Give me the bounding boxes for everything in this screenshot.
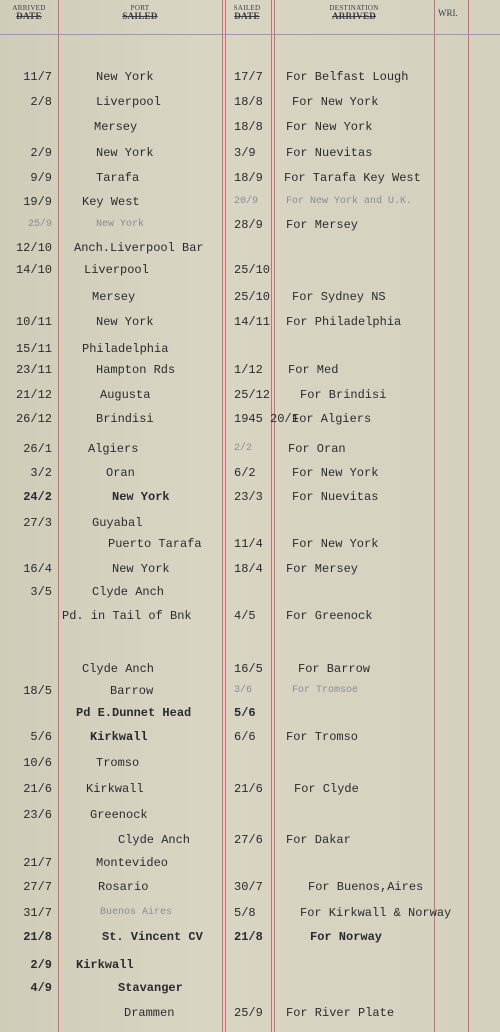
- arrived-date-cell: 23/11: [15, 363, 52, 377]
- destination-cell: For Nuevitas: [292, 490, 379, 504]
- ledger-row: [0, 662, 500, 684]
- port-cell: Hampton Rds: [96, 363, 176, 377]
- arrived-date-cell: 16/4: [23, 562, 52, 576]
- port-cell: Kirkwall: [76, 958, 134, 972]
- port-cell: Kirkwall: [86, 782, 144, 796]
- port-cell: New York: [96, 70, 154, 84]
- arrived-date-cell: 10/6: [23, 756, 52, 770]
- port-cell: Drammen: [124, 1006, 175, 1020]
- ledger-row: [0, 856, 500, 878]
- arrived-date-cell: 11/7: [23, 70, 52, 84]
- port-cell: Clyde Anch: [92, 585, 165, 599]
- port-cell: Pd E.Dunnet Head: [76, 706, 192, 720]
- destination-cell: For River Plate: [286, 1006, 395, 1020]
- destination-cell: For Nuevitas: [286, 146, 373, 160]
- port-cell: St. Vincent CV: [102, 930, 203, 944]
- arrived-date-cell: 21/6: [23, 782, 52, 796]
- ledger-row: [0, 120, 500, 142]
- port-cell: New York: [96, 315, 154, 329]
- arrived-date-cell: 2/8: [30, 95, 52, 109]
- destination-cell: For Kirkwall & Norway: [300, 906, 452, 920]
- sailed-date-cell: 28/9: [234, 218, 263, 232]
- sailed-date-cell: 1945 20/1: [234, 412, 299, 426]
- arrived-date-cell: 24/2: [23, 490, 52, 504]
- ledger-row: [0, 730, 500, 752]
- arrived-date-cell: 27/3: [23, 516, 52, 530]
- arrived-date-cell: 3/2: [30, 466, 52, 480]
- header-port-label: PORT: [130, 4, 150, 12]
- ledger-row: [0, 490, 500, 512]
- destination-cell: For Med: [288, 363, 339, 377]
- ledger-row: [0, 171, 500, 193]
- sailed-date-cell: 21/6: [234, 782, 263, 796]
- port-cell: Brindisi: [96, 412, 154, 426]
- port-cell: Puerto Tarafa: [108, 537, 202, 551]
- sailed-date-cell: 6/6: [234, 730, 256, 744]
- ledger-row: [0, 930, 500, 952]
- destination-cell: For New York and U.K.: [286, 196, 413, 207]
- ledger-row: [0, 218, 500, 240]
- ledger-row: [0, 263, 500, 285]
- arrived-date-cell: 21/7: [23, 856, 52, 870]
- arrived-date-cell: 19/9: [23, 195, 52, 209]
- ledger-row: [0, 808, 500, 830]
- header-sailed-sub: DATE: [234, 11, 260, 21]
- arrived-date-cell: 21/12: [15, 388, 52, 402]
- ledger-row: [0, 516, 500, 538]
- header-divider: [0, 34, 500, 35]
- port-cell: Kirkwall: [90, 730, 148, 744]
- arrived-date-cell: 31/7: [23, 906, 52, 920]
- port-cell: New York: [96, 146, 154, 160]
- sailed-date-cell: 20/9: [234, 196, 259, 207]
- sailed-date-cell: 18/9: [234, 171, 263, 185]
- arrived-date-cell: 14/10: [15, 263, 52, 277]
- sailed-date-cell: 5/6: [234, 706, 256, 720]
- sailed-date-cell: 5/8: [234, 906, 256, 920]
- destination-cell: For Sydney NS: [292, 290, 386, 304]
- sailed-date-cell: 18/4: [234, 562, 263, 576]
- sailed-date-cell: 23/3: [234, 490, 263, 504]
- sailed-date-cell: 11/4: [234, 537, 263, 551]
- port-cell: Liverpool: [84, 263, 149, 277]
- ledger-row: [0, 195, 500, 217]
- port-cell: New York: [112, 490, 170, 504]
- port-cell: New York: [112, 562, 170, 576]
- arrived-date-cell: 27/7: [23, 880, 52, 894]
- destination-cell: For Tarafa Key West: [284, 171, 421, 185]
- sailed-date-cell: 25/9: [234, 1006, 263, 1020]
- ledger-row: [0, 782, 500, 804]
- ledger-row: [0, 241, 500, 263]
- port-cell: Stavanger: [118, 981, 183, 995]
- arrived-date-cell: 9/9: [30, 171, 52, 185]
- destination-cell: For Brindisi: [300, 388, 387, 402]
- ledger-row: [0, 609, 500, 631]
- sailed-date-cell: 1/12: [234, 363, 263, 377]
- ledger-row: [0, 585, 500, 607]
- ledger-row: [0, 958, 500, 980]
- sailed-date-cell: 6/2: [234, 466, 256, 480]
- sailed-date-cell: 16/5: [234, 662, 263, 676]
- port-cell: Guyabal: [92, 516, 143, 530]
- ledger-row: [0, 70, 500, 92]
- sailed-date-cell: 25/12: [234, 388, 271, 402]
- port-cell: New York: [96, 219, 145, 230]
- port-cell: Greenock: [90, 808, 148, 822]
- arrived-date-cell: 2/9: [30, 146, 52, 160]
- port-cell: Buenos Aires: [100, 907, 173, 918]
- ledger-row: [0, 906, 500, 928]
- ledger-row: [0, 562, 500, 584]
- destination-cell: For New York: [292, 537, 379, 551]
- header-sailed: [224, 4, 270, 20]
- sailed-date-cell: 25/10: [234, 263, 271, 277]
- port-cell: Clyde Anch: [118, 833, 191, 847]
- header-port: [60, 4, 220, 20]
- port-cell: Anch.Liverpool Bar: [74, 241, 204, 255]
- header-destination: [275, 4, 433, 20]
- header-destination-sub: ARRIVED: [331, 11, 377, 21]
- arrived-date-cell: 4/9: [30, 981, 52, 995]
- port-cell: Key West: [82, 195, 140, 209]
- destination-cell: For Algiers: [292, 412, 372, 426]
- arrived-date-cell: 10/11: [15, 315, 52, 329]
- port-cell: Tarafa: [96, 171, 140, 185]
- ledger-row: [0, 412, 500, 434]
- ledger-row: [0, 442, 500, 464]
- port-cell: Barrow: [110, 684, 154, 698]
- port-cell: Mersey: [92, 290, 136, 304]
- ledger-row: [0, 684, 500, 706]
- ledger-row: [0, 342, 500, 364]
- destination-cell: For Philadelphia: [286, 315, 402, 329]
- arrived-date-cell: 23/6: [23, 808, 52, 822]
- sailed-date-cell: 14/11: [234, 315, 271, 329]
- ledger-row: [0, 388, 500, 410]
- destination-cell: For Mersey: [286, 562, 359, 576]
- port-cell: Algiers: [88, 442, 139, 456]
- port-cell: Pd. in Tail of Bnk: [62, 609, 192, 623]
- sailed-date-cell: 4/5: [234, 609, 256, 623]
- ledger-row: [0, 95, 500, 117]
- ledger-row: [0, 706, 500, 728]
- destination-cell: For Greenock: [286, 609, 373, 623]
- destination-cell: For Clyde: [294, 782, 359, 796]
- arrived-date-cell: 12/10: [15, 241, 52, 255]
- destination-cell: For New York: [292, 466, 379, 480]
- sailed-date-cell: 17/7: [234, 70, 263, 84]
- destination-cell: For New York: [286, 120, 373, 134]
- destination-cell: For New York: [292, 95, 379, 109]
- arrived-date-cell: 18/5: [23, 684, 52, 698]
- arrived-date-cell: 2/9: [30, 958, 52, 972]
- destination-cell: For Mersey: [286, 218, 359, 232]
- ledger-row: [0, 290, 500, 312]
- sailed-date-cell: 3/9: [234, 146, 256, 160]
- sailed-date-cell: 2/2: [234, 443, 253, 454]
- header-arrived-sub: DATE: [16, 11, 42, 21]
- sailed-date-cell: 30/7: [234, 880, 263, 894]
- sailed-date-cell: 18/8: [234, 95, 263, 109]
- arrived-date-cell: 15/11: [15, 342, 52, 356]
- header-sailed-label: SAILED: [233, 4, 261, 12]
- arrived-date-cell: 3/5: [30, 585, 52, 599]
- destination-cell: For Buenos,Aires: [308, 880, 424, 894]
- port-cell: Montevideo: [96, 856, 169, 870]
- ledger-row: [0, 466, 500, 488]
- port-cell: Augusta: [100, 388, 151, 402]
- arrived-date-cell: 21/8: [23, 930, 52, 944]
- header-arrived: [4, 4, 54, 20]
- destination-cell: For Tromsoe: [292, 685, 359, 696]
- destination-cell: For Belfast Lough: [286, 70, 409, 84]
- header-destination-label: DESTINATION: [329, 4, 379, 12]
- ledger-row: [0, 1006, 500, 1028]
- ledger-row: [0, 315, 500, 337]
- sailed-date-cell: 27/6: [234, 833, 263, 847]
- ledger-row: [0, 833, 500, 855]
- header-arrived-label: ARRIVED: [12, 4, 46, 12]
- port-cell: Clyde Anch: [82, 662, 155, 676]
- arrived-date-cell: 26/1: [23, 442, 52, 456]
- sailed-date-cell: 21/8: [234, 930, 263, 944]
- header-wri: WRI.: [438, 8, 458, 18]
- port-cell: Tromso: [96, 756, 140, 770]
- ledger-row: [0, 981, 500, 1003]
- port-cell: Philadelphia: [82, 342, 169, 356]
- sailed-date-cell: 3/6: [234, 685, 253, 696]
- destination-cell: For Barrow: [298, 662, 371, 676]
- header-port-sub: SAILED: [122, 11, 158, 21]
- ledger-row: [0, 146, 500, 168]
- ledger-row: [0, 537, 500, 559]
- port-cell: Oran: [106, 466, 135, 480]
- arrived-date-cell: 26/12: [15, 412, 52, 426]
- ledger-row: [0, 756, 500, 778]
- ledger-row: [0, 880, 500, 902]
- destination-cell: For Dakar: [286, 833, 351, 847]
- arrived-date-cell: 5/6: [30, 730, 52, 744]
- port-cell: Liverpool: [96, 95, 161, 109]
- sailed-date-cell: 18/8: [234, 120, 263, 134]
- destination-cell: For Oran: [288, 442, 346, 456]
- port-cell: Mersey: [94, 120, 138, 134]
- arrived-date-cell: 25/9: [27, 219, 52, 230]
- ledger-row: [0, 363, 500, 385]
- sailed-date-cell: 25/10: [234, 290, 271, 304]
- port-cell: Rosario: [98, 880, 149, 894]
- destination-cell: For Norway: [310, 930, 383, 944]
- destination-cell: For Tromso: [286, 730, 359, 744]
